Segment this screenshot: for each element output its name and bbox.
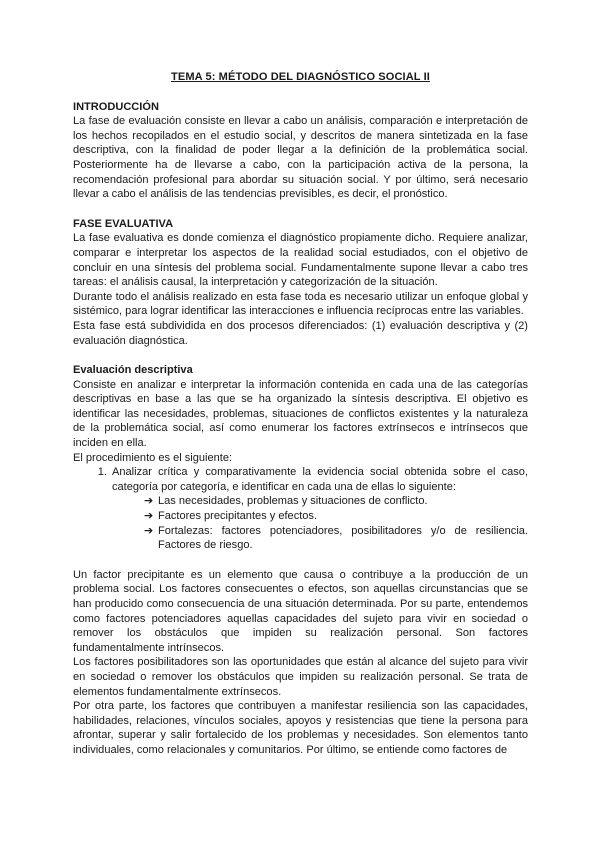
document-body <box>73 70 528 758</box>
arrow-right-icon: ➔ <box>144 510 154 523</box>
document-title: TEMA 5: MÉTODO DEL DIAGNÓSTICO SOCIAL II <box>171 71 430 83</box>
factores-paragraph-3: Por otra parte, los factores que contribuyen a manifestar resiliencia son las capacidades, habilidades, relaciones, vínculos sociales, apoyos y resistencias que tiene la persona para afrontar, superar y salir fortalecido de los problemas y necesidades. Son elementos tanto individuales, como relacionales y comunitarios. Por último, se entiende como factores de <box>73 700 528 756</box>
factores-paragraph-1: Un factor precipitante es un elemento que causa o contribuye a la producción de un problema social. Los factores consecuentes o efectos, son aquellas circunstancias que se han producido como consecuencia de una situación determinada. Por su parte, entendemos como factores potenciadores aquellas capacidades del sujeto para vivir en sociedad o remover los obstáculos que impiden su realización personal. Son factores fundamentalmente intrínsecos. <box>73 568 528 654</box>
evaluacion-paragraph-1: Consiste en analizar e interpretar la información contenida en cada una de las categorías descriptivas en base a las que se ha organizado la síntesis descriptiva. El objetivo es identificar las necesidades, problemas, situaciones de conflictos existentes y la naturaleza de la problemática social, así como enumerar los factores extrínsecos e intrínsecos que inciden en ella. <box>73 378 528 450</box>
intro-heading: INTRODUCCIÓN <box>73 100 159 113</box>
fase-evaluativa-heading: FASE EVALUATIVA <box>73 217 174 230</box>
step-1-sublist <box>112 494 528 552</box>
procedure-step-1-text: Analizar crítica y comparativamente la evidencia social obtenida sobre el caso, categoría por categoría, e identificar en cada una de ellas lo siguiente: <box>112 466 528 493</box>
list-item <box>144 524 528 553</box>
fase-paragraph-2: Durante todo el análisis realizado en esta fase toda es necesario utilizar un enfoque global y sistémico, para lograr identificar las interacciones e influencia recíprocas entre las variables. <box>73 290 528 318</box>
evaluacion-descriptiva-heading: Evaluación descriptiva <box>73 364 193 377</box>
list-item-text: Fortalezas: factores potenciadores, posibilitadores y/o de resiliencia. Factores de riesgo. <box>158 524 528 552</box>
intro-paragraph: La fase de evaluación consiste en llevar a cabo un análisis, comparación e interpretación de los hechos recopilados en el estudio social, y descritos de manera sintetizada en la fase descriptiva, con la finalidad de poder llegar a la definición de la problemática social. Posteriormente ha de llevarse a cabo, con la participación activa de la persona, la recomendación profesional para abordar su situación social. Y por último, será necesario llevar a cabo el análisis de las tendencias previsibles, es decir, el pronóstico. <box>73 115 528 201</box>
list-item-text: Las necesidades, problemas y situaciones de conflicto. <box>158 495 428 508</box>
list-item-text: Factores precipitantes y efectos. <box>158 510 318 523</box>
procedimiento-intro: El procedimiento es el siguiente: <box>73 451 233 464</box>
procedure-steps <box>73 465 528 553</box>
fase-paragraph-3: Esta fase está subdividida en dos procesos diferenciados: (1) evaluación descriptiva y (2) evaluación diagnóstica. <box>73 319 528 347</box>
procedure-step-1 <box>110 465 528 553</box>
fase-paragraph-1: La fase evaluativa es donde comienza el diagnóstico propiamente dicho. Requiere analizar, comparar e interpretar los aspectos de la realidad social estudiados, con el objetivo de concluir en una síntesis del problema social. Fundamentalmente supone llevar a cabo tres tareas: el análisis causal, la interpretación y categorización de la situación. <box>73 232 528 289</box>
list-item <box>144 509 528 524</box>
list-item <box>144 494 528 509</box>
arrow-right-icon: ➔ <box>144 495 154 508</box>
arrow-right-icon: ➔ <box>144 524 154 537</box>
factores-paragraph-2: Los factores posibilitadores son las oportunidades que están al alcance del sujeto para vivir en sociedad o remover los obstáculos que impiden su realización personal. Se trata de elementos fundamentalmente extrínsecos. <box>73 656 528 698</box>
